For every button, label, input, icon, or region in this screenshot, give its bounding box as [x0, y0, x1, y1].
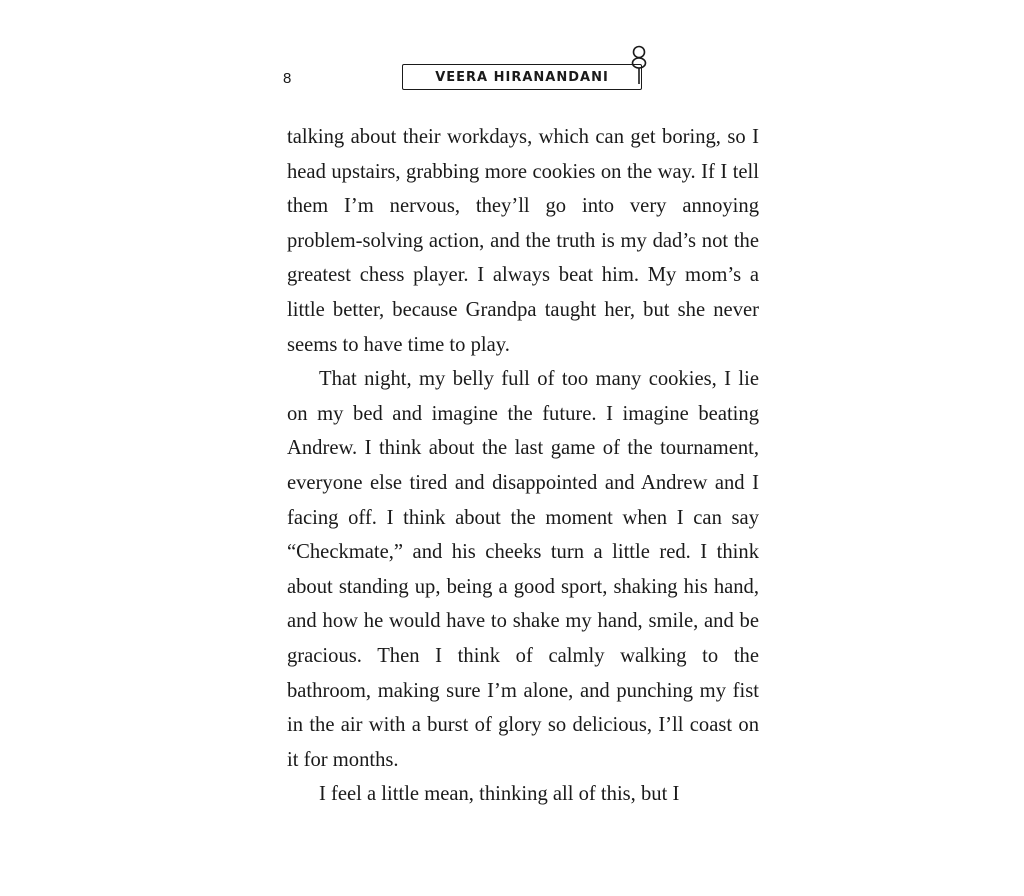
running-head — [402, 64, 642, 90]
page-number: 8 — [283, 70, 292, 87]
paragraph-3: I feel a little mean, thinking all of this, but I — [319, 783, 680, 806]
pushpin-icon — [628, 44, 652, 88]
paragraph-2: That night, my belly full of too many cookies, I lie on my bed and imagine the future. I imagine beating Andrew. I think about the last game of the tournament, everyone else tired and disappointed and Andrew and I facing off. I think about the moment when I can say “Checkmate,” and his cheeks turn a little red. I think about standing up, being a good sport, shaking his hand, and how he would have to shake my hand, smile, and be gracious. Then I think of calmly walking to the bathroom, making sure I’m alone, and punching my fist in the air with a burst of glory so delicious, I’ll coast on it for months. — [287, 368, 759, 771]
running-head-label: VEERA HIRANANDANI — [435, 69, 609, 85]
body-text — [287, 120, 759, 812]
paragraph-1: talking about their workdays, which can get boring, so I head upstairs, grabbing more cookies on the way. If I tell them I’m nervous, they’ll go into very annoying problem-solving action, and the truth is my dad’s not the greatest chess player. I always beat him. My mom’s a little better, because Grandpa taught her, but she never seems to have time to play. — [287, 126, 759, 356]
